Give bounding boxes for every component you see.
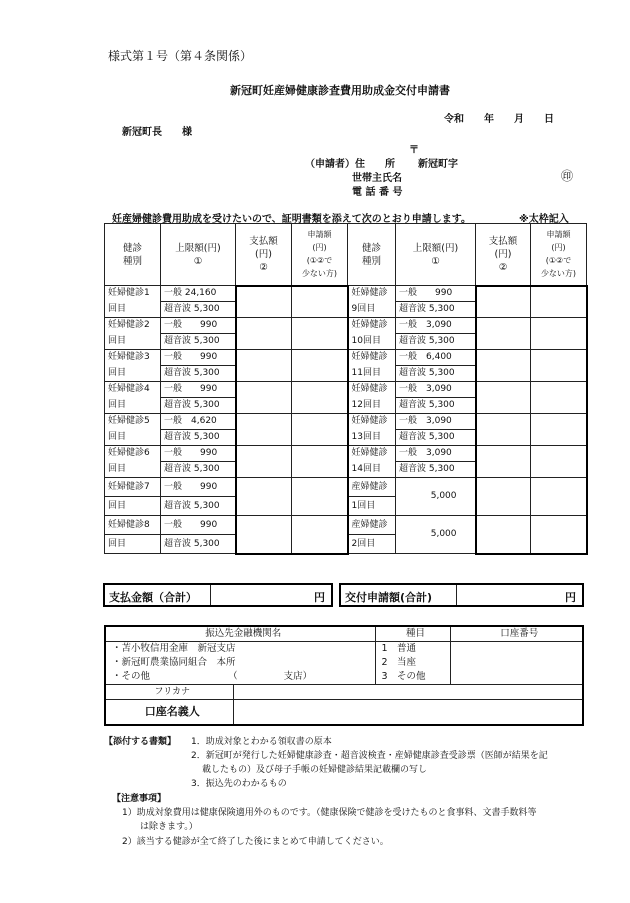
exam-count-right: 9回目: [348, 302, 396, 318]
exam-count: 回目: [105, 497, 161, 516]
attach-label: 【添付する書類】: [104, 737, 177, 747]
table-row: [105, 446, 587, 462]
header-paid-2: [476, 224, 531, 286]
header-paid: [236, 224, 292, 286]
exam-count-right: 13回目: [348, 430, 396, 446]
header-request-2-text: 申請額 (円) (①②で 少ない方): [540, 230, 577, 279]
limit-ultrasound-right: 超音波 5,300: [396, 462, 476, 478]
exam-count: 回目: [105, 302, 161, 318]
page-title: 新冠町妊産婦健康診査費用助成金交付申請書: [230, 84, 450, 97]
note-1a: 1）助成対象費用は健康保険適用外のものです。（健康保険で健診を受けたものと食事料、文書手数料等: [122, 808, 537, 818]
paid-amount-cell-right[interactable]: [476, 414, 531, 446]
limit-general-right: 一般 3,090: [396, 382, 476, 398]
table-row: [105, 516, 587, 535]
table-row: [105, 382, 587, 398]
request-amount-cell[interactable]: [292, 286, 348, 318]
postal-mark: 〒: [409, 145, 419, 156]
exam-type: 妊婦健診6: [105, 446, 161, 462]
paid-amount-cell-right[interactable]: [476, 516, 531, 554]
limit-general-right: 一般 3,090: [396, 318, 476, 334]
limit-ultrasound-right: 超音波 5,300: [396, 302, 476, 318]
limit-general: 一般 990: [161, 350, 236, 366]
bank-option-3-label: ・その他: [112, 671, 151, 682]
request-amount-cell[interactable]: [292, 414, 348, 446]
limit-general: 一般 990: [161, 318, 236, 334]
bank-header-type: 種目: [375, 626, 450, 642]
paid-amount-cell-right[interactable]: [476, 318, 531, 350]
limit-ultrasound-right: 超音波 5,300: [396, 334, 476, 350]
request-amount-cell-right[interactable]: [531, 318, 587, 350]
limit-general: 一般 990: [161, 382, 236, 398]
exam-type-right: 産婦健診: [348, 478, 396, 497]
paid-amount-cell-right[interactable]: [476, 382, 531, 414]
limit-right-merged: 5,000: [396, 478, 476, 516]
exam-count-right: 12回目: [348, 398, 396, 414]
header-request-2: [531, 224, 587, 286]
furigana-field[interactable]: [233, 685, 583, 700]
table-row: [105, 318, 587, 334]
note-1b: は除きます。）: [140, 822, 198, 832]
exam-type-right: 産婦健診: [348, 516, 396, 535]
paid-amount-cell[interactable]: [236, 286, 292, 318]
paid-total-divider: [210, 585, 211, 605]
furigana-label: フリカナ: [105, 685, 233, 700]
date-line: 令和 年 月 日: [444, 114, 554, 125]
limit-ultrasound: 超音波 5,300: [161, 462, 236, 478]
header-paid-2-text: 支払額 (円) ②: [488, 235, 518, 273]
table-row: [105, 414, 587, 430]
account-type-3: 3 その他: [375, 670, 450, 685]
bank-header-account: 口座番号: [450, 626, 583, 642]
limit-ultrasound: 超音波 5,300: [161, 398, 236, 414]
header-limit-2: [396, 224, 476, 286]
header-type-2-text: 健診 種別: [361, 242, 381, 267]
exam-count-right: 11回目: [348, 366, 396, 382]
limit-general-right: 一般 6,400: [396, 350, 476, 366]
request-amount-cell[interactable]: [292, 382, 348, 414]
limit-ultrasound-right: 超音波 5,300: [396, 366, 476, 382]
bank-option-3-paren: （: [228, 671, 238, 682]
header-request-text: 申請額 (円) (①②で 少ない方): [301, 230, 338, 279]
exam-count-right: 14回目: [348, 462, 396, 478]
exam-type: 妊婦健診3: [105, 350, 161, 366]
limit-ultrasound: 超音波 5,300: [161, 334, 236, 350]
request-amount-cell-right[interactable]: [531, 350, 587, 382]
exam-count: 回目: [105, 334, 161, 350]
header-limit-2-text: 上限額(円) ①: [412, 242, 459, 267]
exam-type-right: 妊婦健診: [348, 318, 396, 334]
exam-count: 回目: [105, 398, 161, 414]
bank-table: [104, 625, 584, 726]
header-type: [105, 224, 161, 286]
applicant-label: （申請者）住 所: [305, 159, 395, 170]
request-amount-cell-right[interactable]: [531, 516, 587, 554]
exam-type-right: 妊婦健診: [348, 446, 396, 462]
paid-amount-cell[interactable]: [236, 382, 292, 414]
exam-type-right: 妊婦健診: [348, 382, 396, 398]
exam-type: 妊婦健診4: [105, 382, 161, 398]
header-limit: [161, 224, 236, 286]
limit-ultrasound: 超音波 5,300: [161, 535, 236, 554]
limit-general: 一般 990: [161, 446, 236, 462]
limit-right-merged: 5,000: [396, 516, 476, 554]
request-amount-cell[interactable]: [292, 350, 348, 382]
limit-ultrasound: 超音波 5,300: [161, 497, 236, 516]
account-type-1: 1 普通: [375, 642, 450, 657]
request-total-label: 交付申請額(合計): [345, 591, 433, 604]
bank-option-2: ・新冠町農業協同組合 本所: [105, 656, 375, 670]
bank-header-name: 振込先金融機関名: [105, 626, 375, 642]
bank-option-3: [105, 670, 375, 685]
table-row: [105, 478, 587, 497]
header-limit-text: 上限額(円) ①: [175, 242, 221, 267]
paid-amount-cell[interactable]: [236, 350, 292, 382]
bank-option-1: ・苫小牧信用金庫 新冠支店: [105, 642, 375, 657]
exam-type: 妊婦健診5: [105, 414, 161, 430]
note-2: 2）該当する健診が全て終了した後にまとめて申請してください。: [122, 837, 389, 847]
household-head-label: 世帯主氏名: [352, 173, 402, 184]
exam-count-right: 1回目: [348, 497, 396, 516]
limit-general: 一般 24,160: [161, 286, 236, 302]
request-amount-cell-right[interactable]: [531, 286, 587, 318]
paid-amount-cell-right[interactable]: [476, 446, 531, 478]
header-type-text: 健診 種別: [122, 242, 142, 267]
attach-item-2a: 2．新冠町が発行した妊婦健康診査・超音波検査・産婦健康診査受診票（医師が結果を記: [191, 751, 548, 761]
exam-type-right: 妊婦健診: [348, 286, 396, 302]
bank-option-3-branch: 支店）: [283, 671, 313, 682]
limit-ultrasound: 超音波 5,300: [161, 430, 236, 446]
header-paid-text: 支払額 (円) ②: [249, 235, 278, 273]
limit-ultrasound-right: 超音波 5,300: [396, 430, 476, 446]
request-amount-cell[interactable]: [292, 478, 348, 516]
address-prefix: 新冠町字: [418, 159, 458, 170]
addressee: 新冠町長 様: [122, 127, 192, 138]
paid-amount-cell[interactable]: [236, 446, 292, 478]
header-request: [292, 224, 348, 286]
header-type-2: [348, 224, 396, 286]
limit-general: 一般 990: [161, 516, 236, 535]
exam-type-right: 妊婦健診: [348, 414, 396, 430]
limit-general-right: 一般 3,090: [396, 414, 476, 430]
seal-mark: ㊞: [561, 169, 574, 183]
paid-amount-cell-right[interactable]: [476, 478, 531, 516]
attach-item-1: 1．助成対象とわかる領収書の原本: [191, 737, 332, 747]
request-amount-cell[interactable]: [292, 318, 348, 350]
paid-amount-cell[interactable]: [236, 318, 292, 350]
exam-count-right: 10回目: [348, 334, 396, 350]
limit-general: 一般 990: [161, 478, 236, 497]
phone-label: 電 話 番 号: [352, 187, 403, 198]
exam-type: 妊婦健診7: [105, 478, 161, 497]
limit-ultrasound: 超音波 5,300: [161, 366, 236, 382]
request-total-divider: [456, 585, 457, 605]
request-amount-cell-right[interactable]: [531, 382, 587, 414]
table-row: [105, 350, 587, 366]
request-amount-cell-right[interactable]: [531, 478, 587, 516]
intro-text: 妊産婦健診費用助成を受けたいので、証明書類を添えて次のとおり申請します。: [112, 214, 471, 225]
paid-total-box: [103, 583, 333, 607]
request-total-yen: 円: [565, 591, 576, 604]
request-total-box: [339, 583, 584, 607]
request-amount-cell[interactable]: [292, 446, 348, 478]
exam-count-right: 2回目: [348, 535, 396, 554]
account-type-2: 2 当座: [375, 656, 450, 670]
exam-type: 妊婦健診2: [105, 318, 161, 334]
holder-field[interactable]: [233, 700, 583, 726]
limit-ultrasound-right: 超音波 5,300: [396, 398, 476, 414]
exam-table: [104, 223, 588, 555]
limit-ultrasound: 超音波 5,300: [161, 302, 236, 318]
exam-count: 回目: [105, 366, 161, 382]
attach-item-2b: 載したもの）及び母子手帳の妊婦健診結果記載欄の写し: [202, 765, 428, 775]
exam-type: 妊婦健診8: [105, 516, 161, 535]
limit-general-right: 一般 3,090: [396, 446, 476, 462]
request-amount-cell-right[interactable]: [531, 446, 587, 478]
exam-type-right: 妊婦健診: [348, 350, 396, 366]
paid-total-yen: 円: [314, 591, 325, 604]
exam-count: 回目: [105, 462, 161, 478]
form-number: 様式第１号（第４条関係）: [108, 49, 253, 63]
notes-label: 【注意事項】: [112, 794, 167, 804]
paid-amount-cell[interactable]: [236, 414, 292, 446]
paid-amount-cell[interactable]: [236, 478, 292, 516]
exam-count: 回目: [105, 535, 161, 554]
request-amount-cell-right[interactable]: [531, 414, 587, 446]
account-number-field[interactable]: [450, 642, 583, 685]
limit-general-right: 一般 990: [396, 286, 476, 302]
bold-frame-note: ※太枠記入: [519, 214, 569, 225]
holder-label: 口座名義人: [105, 700, 233, 726]
paid-amount-cell-right[interactable]: [476, 350, 531, 382]
limit-general: 一般 4,620: [161, 414, 236, 430]
paid-amount-cell[interactable]: [236, 516, 292, 554]
exam-count: 回目: [105, 430, 161, 446]
attach-item-3: 3．振込先のわかるもの: [191, 779, 287, 789]
exam-type: 妊婦健診1: [105, 286, 161, 302]
request-amount-cell[interactable]: [292, 516, 348, 554]
paid-total-label: 支払金額（合計）: [109, 591, 197, 604]
table-row: [105, 286, 587, 302]
paid-amount-cell-right[interactable]: [476, 286, 531, 318]
